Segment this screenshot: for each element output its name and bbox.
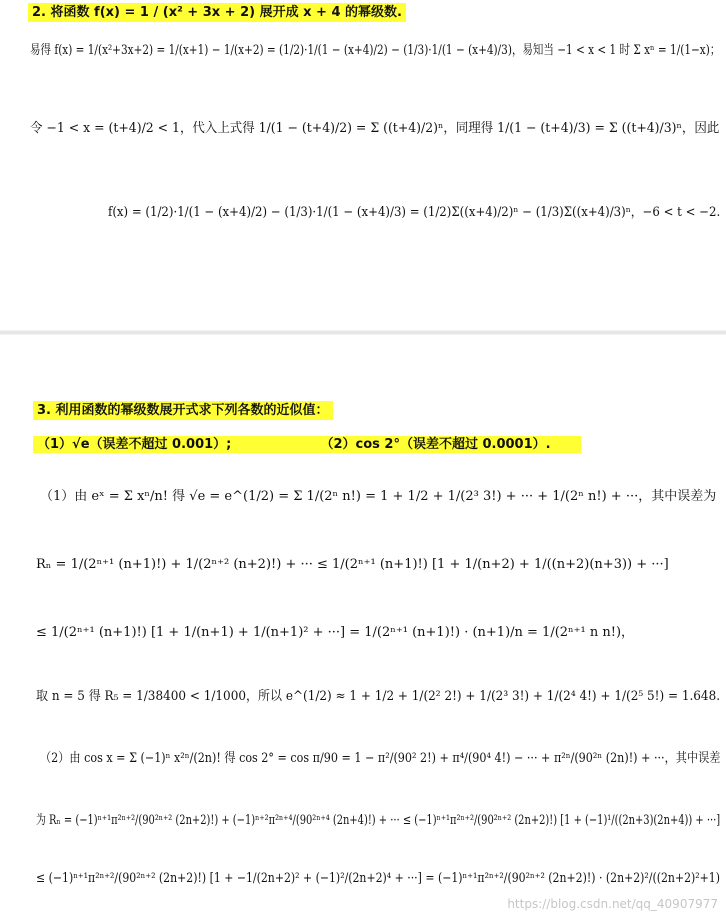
problem3-title: 3. 利用函数的幂级数展开式求下列各数的近似值： [33, 401, 333, 420]
problem2-line1 [30, 44, 720, 57]
sol1-line1-text: （1）由 eˣ = Σ xⁿ/n! 得 √e = e^(1/2) = Σ 1/(2ⁿ n!) = 1 + 1/2 + 1/(2³ 3!) + ··· + 1/(2ⁿ n!) + ···，其中误差为 [40, 489, 717, 504]
watermark: https://blog.csdn.net/qq_40907977 [507, 897, 718, 911]
sol2-line3 [36, 872, 720, 885]
sol2-line2 [36, 814, 720, 827]
problem2-line2 [30, 122, 719, 135]
sol2-line2-text: 为 Rₙ = (−1)ⁿ⁺¹π²ⁿ⁺²/(90²ⁿ⁺² (2n+2)!) + (−1)ⁿ⁺²π²ⁿ⁺⁴/(90²ⁿ⁺⁴ (2n+4)!) + ··· ≤ (−1)ⁿ⁺¹π²ⁿ⁺²/(90²ⁿ⁺² (2n+2)!) [1 + (−1)¹/((2n+3)(2n+4)) + ···] [36, 813, 721, 828]
problem2-line1-text: 易得 f(x) = 1/(x²+3x+2) = 1/(x+1) − 1/(x+2) = (1/2)·1/(1 − (x+4)/2) − (1/3)·1/(1 − (x+4)/3)，易知当 −1 < x < 1 时 Σ xⁿ = 1/(1−x)； [30, 43, 721, 58]
problem2-header [28, 6, 406, 19]
sol1-line2-text: Rₙ = 1/(2ⁿ⁺¹ (n+1)!) + 1/(2ⁿ⁺² (n+2)!) + ··· ≤ 1/(2ⁿ⁺¹ (n+1)!) [1 + 1/(n+2) + 1/((n+2)(n+3)) + ···] [36, 557, 669, 572]
sol1-line4-text: 取 n = 5 得 R₅ = 1/38400 < 1/1000，所以 e^(1/2) ≈ 1 + 1/2 + 1/(2² 2!) + 1/(2³ 3!) + 1/(2⁴ 4!) + 1/(2⁵ 5!) = 1.648. [36, 689, 721, 704]
problem2-line3 [108, 206, 720, 219]
problem2-line3-text: f(x) = (1/2)·1/(1 − (x+4)/2) − (1/3)·1/(1 − (x+4)/3) = (1/2)Σ((x+4)/2)ⁿ − (1/3)Σ((x+4)/3)ⁿ，−6 < t < −2. [108, 205, 721, 220]
sol1-line3 [36, 626, 634, 639]
sol1-line2 [36, 558, 669, 571]
problem3-parts [33, 436, 581, 453]
sol2-line1-text: （2）由 cos x = Σ (−1)ⁿ x²ⁿ/(2n)! 得 cos 2° = cos π/90 = 1 − π²/(90² 2!) + π⁴/(90⁴ 4!) − ··· + π²ⁿ/(90²ⁿ (2n)!) + ···，其中误差 [40, 751, 721, 766]
part2-label: （2）cos 2°（误差不超过 0.0001）. [320, 437, 551, 452]
section-separator [0, 330, 726, 335]
part1-label: （1）√e（误差不超过 0.001）; [37, 437, 232, 452]
sol1-line4 [36, 690, 720, 703]
sol1-line3-text: ≤ 1/(2ⁿ⁺¹ (n+1)!) [1 + 1/(n+1) + 1/(n+1)² + ···] = 1/(2ⁿ⁺¹ (n+1)!) · (n+1)/n = 1/(2ⁿ⁺¹ n n!)， [36, 625, 635, 640]
sol2-line3-text: ≤ (−1)ⁿ⁺¹π²ⁿ⁺²/(90²ⁿ⁺² (2n+2)!) [1 + −1/(2n+2)² + (−1)²/(2n+2)⁴ + ···] = (−1)ⁿ⁺¹π²ⁿ⁺²/(90²ⁿ⁺² (2n+2)!) · (2n+2)²/((2n+2)²+1) [36, 871, 720, 886]
sol2-line1 [40, 752, 720, 765]
problem2-title: 2. 将函数 f(x) = 1 / (x² + 3x + 2) 展开成 x + 4 的幂级数. [28, 3, 406, 22]
sol1-line1 [40, 490, 716, 503]
problem2-line2-text: 令 −1 < x = (t+4)/2 < 1，代入上式得 1/(1 − (t+4)/2) = Σ ((t+4)/2)ⁿ，同理得 1/(1 − (t+4)/3) = Σ ((t+4)/3)ⁿ，因此 [30, 121, 720, 136]
problem3-header [33, 404, 333, 417]
problem3-parts-highlight [33, 436, 581, 453]
